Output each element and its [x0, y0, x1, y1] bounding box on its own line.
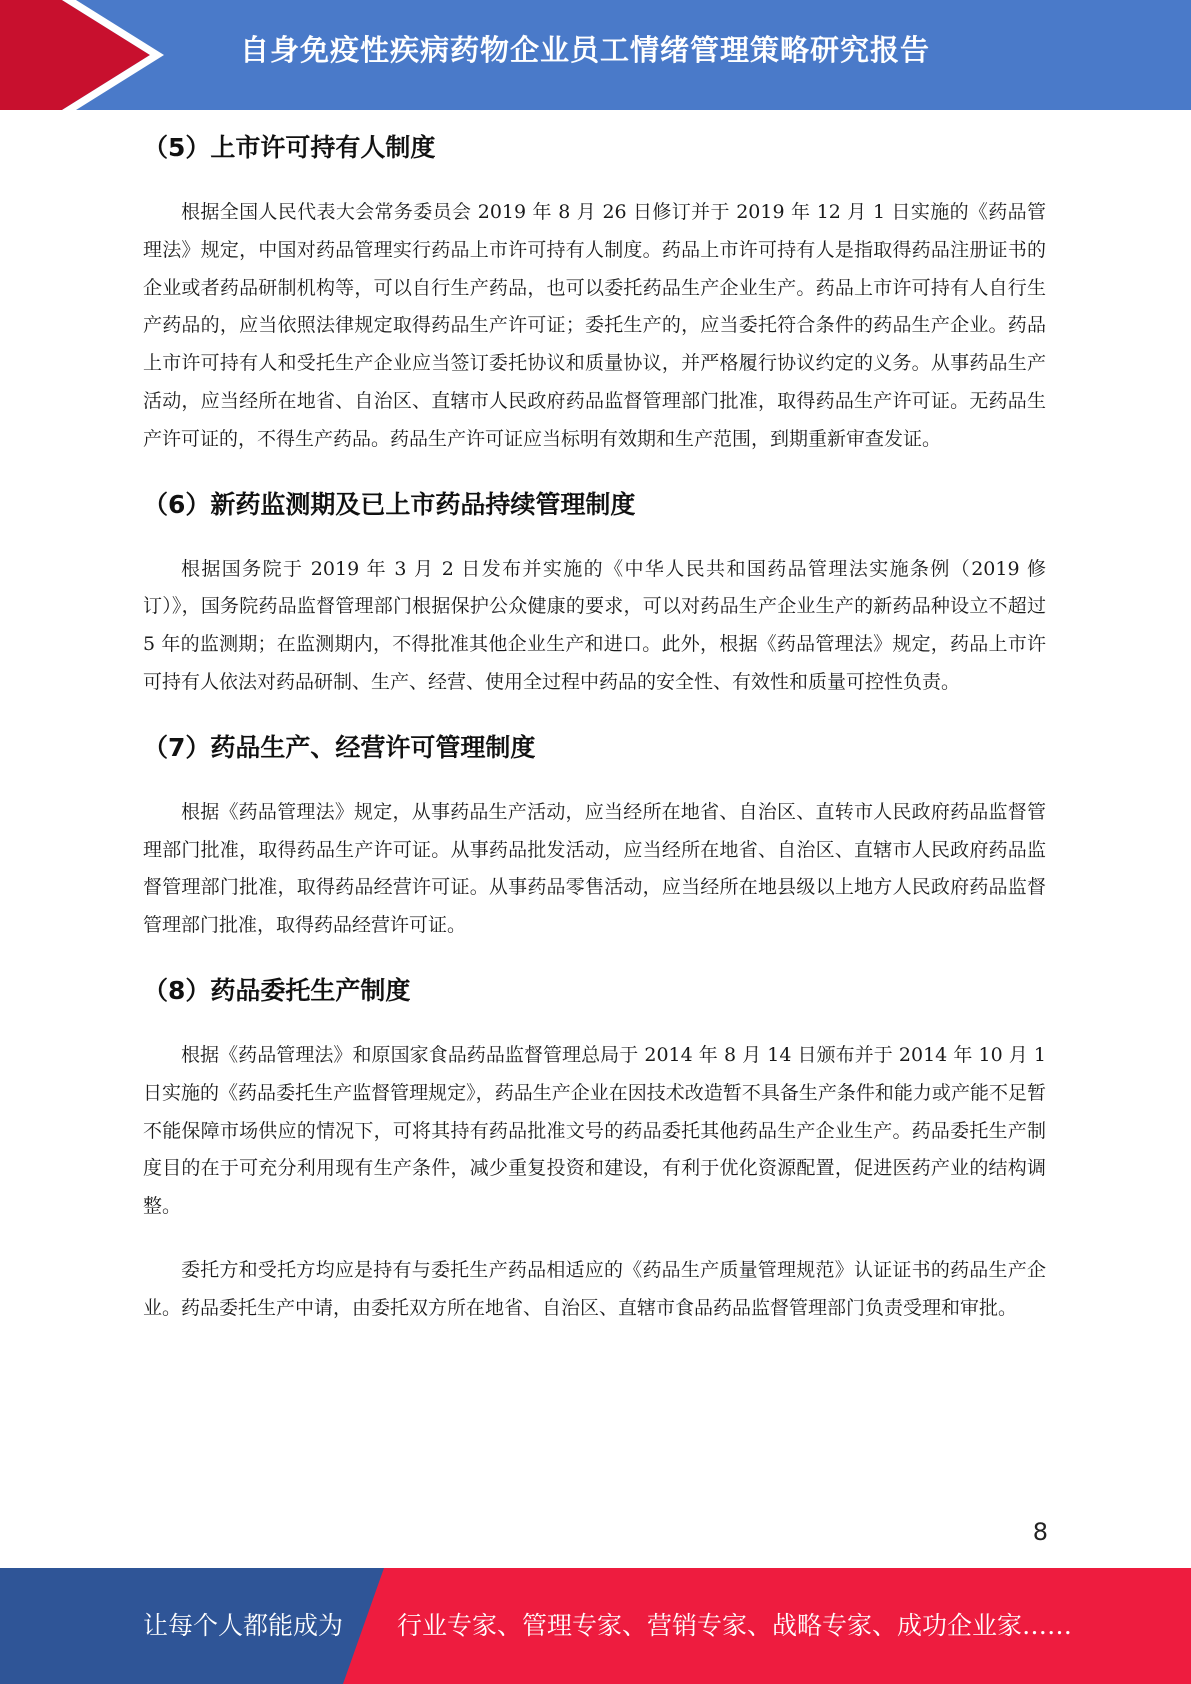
document-body: [143, 118, 1046, 1328]
section-title: （5）上市许可持有人制度: [143, 133, 436, 162]
paragraph: 委托方和受托方均应是持有与委托生产药品相适应的《药品生产质量管理规范》认证证书的药品生产企业。药品委托生产中请，由委托双方所在地省、自治区、直辖市食品药品监督管理部门负责受理和审批。: [143, 1258, 1046, 1319]
section-6: [143, 475, 1046, 702]
page-footer: [0, 1568, 1191, 1684]
header-title: 自身免疫性疾病药物企业员工情绪管理策略研究报告: [240, 33, 931, 67]
section-7: [143, 718, 1046, 945]
section-title: （7）药品生产、经营许可管理制度: [143, 732, 536, 762]
footer-slogan-left: 让每个人都能成为: [143, 1611, 344, 1640]
paragraph: 根据《药品管理法》规定，从事药品生产活动，应当经所在地省、自治区、直转市人民政府药品监督管理部门批准，取得药品生产许可证。从事药品批发活动，应当经所在地省、自治区、直辖市人民政府药品监督管理部门批准，取得药品经营许可证。从事药品零售活动，应当经所在地县级以上地方人民政府药品监督管理部门批准，取得药品经营许可证。: [143, 800, 1046, 937]
section-title: （8）药品委托生产制度: [143, 975, 411, 1005]
paragraph: 根据全国人民代表大会常务委员会 2019 年 8 月 26 日修订并于 2019 年 12 月 1 日实施的《药品管理法》规定，中国对药品管理实行药品上市许可持有人制度。药品上市许可持有人是指取得药品注册证书的企业或者药品研制机构等，可以自行生产药品，也可以委托药品生产企业生产。药品上市许可持有人自行生产药品的，应当依照法律规定取得药品生产许可证；委托生产的，应当委托符合条件的药品生产企业。药品上市许可持有人和受托生产企业应当签订委托协议和质量协议，并严格履行协议约定的义务。从事药品生产活动，应当经所在地省、自治区、直辖市人民政府药品监督管理部门批准，取得药品生产许可证。无药品生产许可证的，不得生产药品。药品生产许可证应当标明有效期和生产范围，到期重新审查发证。: [143, 201, 1046, 450]
page-number: 8: [1032, 1518, 1048, 1546]
section-title: （6）新药监测期及已上市药品持续管理制度: [143, 489, 636, 519]
footer-slogan-right: 行业专家、管理专家、营销专家、战略专家、成功企业家……: [397, 1611, 1073, 1640]
section-5: [143, 118, 1046, 459]
paragraph: 根据《药品管理法》和原国家食品药品监督管理总局于 2014 年 8 月 14 日颁布并于 2014 年 10 月 1 日实施的《药品委托生产监督管理规定》，药品生产企业在因技术改造暂不具备生产条件和能力或产能不足暂不能保障市场供应的情况下，可将其持有药品批准文号的药品委托其他药品生产企业生产。药品委托生产制度目的在于可充分利用现有生产条件，减少重复投资和建设，有利于优化资源配置，促进医药产业的结构调整。: [143, 1043, 1046, 1218]
section-8: [143, 961, 1046, 1328]
page-header: [0, 0, 1191, 110]
paragraph: 根据国务院于 2019 年 3 月 2 日发布并实施的《中华人民共和国药品管理法实施条例（2019 修订）》，国务院药品监督管理部门根据保护公众健康的要求，可以对药品生产企业生产的新药品种设立不超过 5 年的监测期；在监测期内，不得批准其他企业生产和进口。此外，根据《药品管理法》规定，药品上市许可持有人依法对药品研制、生产、经营、使用全过程中药品的安全性、有效性和质量可控性负责。: [143, 557, 1046, 693]
